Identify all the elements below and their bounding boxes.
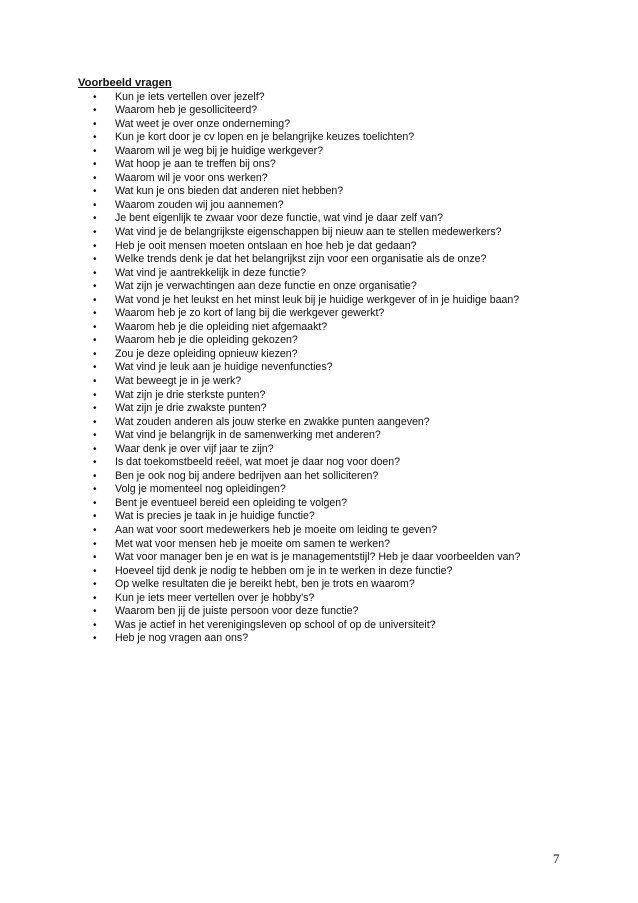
page-number: 7 <box>553 851 560 866</box>
question-text: Was je actief in het verenigingsleven op school of op de universiteit? <box>115 618 436 631</box>
bullet-icon: • <box>93 592 97 604</box>
bullet-icon: • <box>93 105 97 117</box>
bullet-icon: • <box>93 226 97 238</box>
question-text: Wat zouden anderen als jouw sterke en zwakke punten aangeven? <box>115 415 430 428</box>
bullet-icon: • <box>93 443 97 455</box>
bullet-icon: • <box>93 362 97 374</box>
question-text: Wat hoop je aan te treffen bij ons? <box>115 158 276 171</box>
bullet-icon: • <box>93 552 97 564</box>
question-text: Waarom wil je weg bij je huidige werkgever? <box>115 144 324 157</box>
bullet-icon: • <box>93 145 97 157</box>
bullet-icon: • <box>93 294 97 306</box>
bullet-icon: • <box>93 389 97 401</box>
bullet-icon: • <box>93 565 97 577</box>
bullet-icon: • <box>93 267 97 279</box>
bullet-icon: • <box>93 457 97 469</box>
bullet-icon: • <box>93 172 97 184</box>
bullet-icon: • <box>93 538 97 550</box>
question-text: Kun je iets vertellen over jezelf? <box>115 90 265 103</box>
bullet-icon: • <box>93 321 97 333</box>
question-text: Ben je ook nog bij andere bedrijven aan het solliciteren? <box>115 469 379 482</box>
bullet-icon: • <box>93 186 97 198</box>
question-text: Wat vond je het leukst en het minst leuk bij je huidige werkgever of in je huidige baan? <box>115 293 520 306</box>
bullet-icon: • <box>93 416 97 428</box>
bullet-icon: • <box>93 470 97 482</box>
bullet-icon: • <box>93 159 97 171</box>
question-text: Waar denk je over vijf jaar te zijn? <box>115 442 274 455</box>
bullet-icon: • <box>93 525 97 536</box>
question-text: Wat vind je leuk aan je huidige nevenfuncties? <box>115 361 333 374</box>
question-text: Wat kun je ons bieden dat anderen niet hebben? <box>115 185 344 198</box>
question-text: Volg je momenteel nog opleidingen? <box>115 483 286 496</box>
question-text: Hoeveel tijd denk je nodig te hebben om je in te werken in deze functie? <box>115 564 453 577</box>
bullet-icon: • <box>93 375 97 387</box>
question-text: Wat weet je over onze onderneming? <box>115 117 291 130</box>
question-text: Wat beweegt je in je werk? <box>115 374 242 387</box>
bullet-icon: • <box>93 118 97 130</box>
bullet-icon: • <box>93 91 97 103</box>
bullet-icon: • <box>93 403 97 415</box>
bullet-icon: • <box>93 348 97 360</box>
question-text: Kun je iets meer vertellen over je hobby's? <box>115 591 315 604</box>
question-text: Heb je nog vragen aan ons? <box>115 632 249 645</box>
question-text: Waarom heb je zo kort of lang bij die werkgever gewerkt? <box>115 307 385 320</box>
question-text: Waarom ben jij de juiste persoon voor deze functie? <box>115 605 359 618</box>
bullet-icon: • <box>93 308 97 320</box>
bullet-icon: • <box>93 497 97 509</box>
question-text: Wat zijn je verwachtingen aan deze functie en onze organisatie? <box>115 280 417 293</box>
bullet-icon: • <box>93 132 97 144</box>
question-text: Aan wat voor soort medewerkers heb je moeite om leiding te geven? <box>115 524 438 536</box>
question-text: Wat vind je aantrekkelijk in deze functie? <box>115 266 306 279</box>
question-text: Welke trends denk je dat het belangrijkst zijn voor een organisatie als de onze? <box>115 253 487 266</box>
bullet-icon: • <box>93 213 97 225</box>
bullet-icon: • <box>93 240 97 252</box>
bullet-icon: • <box>93 335 97 347</box>
question-text: Je bent eigenlijk te zwaar voor deze functie, wat vind je daar zelf van? <box>115 212 444 225</box>
question-text: Wat vind je de belangrijkste eigenschappen bij nieuw aan te stellen medewerkers? <box>115 225 502 238</box>
bullet-icon: • <box>93 619 97 631</box>
question-text: Waarom heb je die opleiding gekozen? <box>115 334 298 347</box>
question-text: Wat is precies je taak in je huidige functie? <box>115 510 315 523</box>
question-text: Zou je deze opleiding opnieuw kiezen? <box>115 347 298 360</box>
question-text: Kun je kort door je cv lopen en je belangrijke keuzes toelichten? <box>115 131 415 144</box>
bullet-icon: • <box>93 511 97 523</box>
question-text: Op welke resultaten die je bereikt hebt, ben je trots en waarom? <box>115 578 415 591</box>
question-text: Waarom zouden wij jou aannemen? <box>115 198 284 211</box>
bullet-icon: • <box>93 430 97 442</box>
bullet-icon: • <box>93 484 97 496</box>
question-text: Met wat voor mensen heb je moeite om samen te werken? <box>115 537 390 550</box>
bullet-icon: • <box>93 199 97 211</box>
section-heading: Voorbeeld vragen <box>78 77 172 89</box>
question-text: Wat voor manager ben je en wat is je managementstijl? Heb je daar voorbeelden van? <box>115 551 521 564</box>
question-text: Wat zijn je drie zwakste punten? <box>115 402 267 415</box>
question-text: Waarom wil je voor ons werken? <box>115 171 268 184</box>
bullet-icon: • <box>93 281 97 293</box>
question-text: Waarom heb je die opleiding niet afgemaakt? <box>115 320 328 333</box>
bullet-icon: • <box>93 633 97 645</box>
bullet-icon: • <box>93 254 97 266</box>
bullet-icon: • <box>93 606 97 618</box>
question-text: Bent je eventueel bereid een opleiding te volgen? <box>115 496 348 509</box>
question-text: Waarom heb je gesolliciteerd? <box>115 104 258 117</box>
question-text: Heb je ooit mensen moeten ontslaan en hoe heb je dat gedaan? <box>115 239 417 252</box>
question-text: Wat zijn je drie sterkste punten? <box>115 388 266 401</box>
bullet-icon: • <box>93 579 97 591</box>
question-text: Wat vind je belangrijk in de samenwerking met anderen? <box>115 429 381 442</box>
question-text: Is dat toekomstbeeld reëel, wat moet je daar nog voor doen? <box>115 456 401 469</box>
